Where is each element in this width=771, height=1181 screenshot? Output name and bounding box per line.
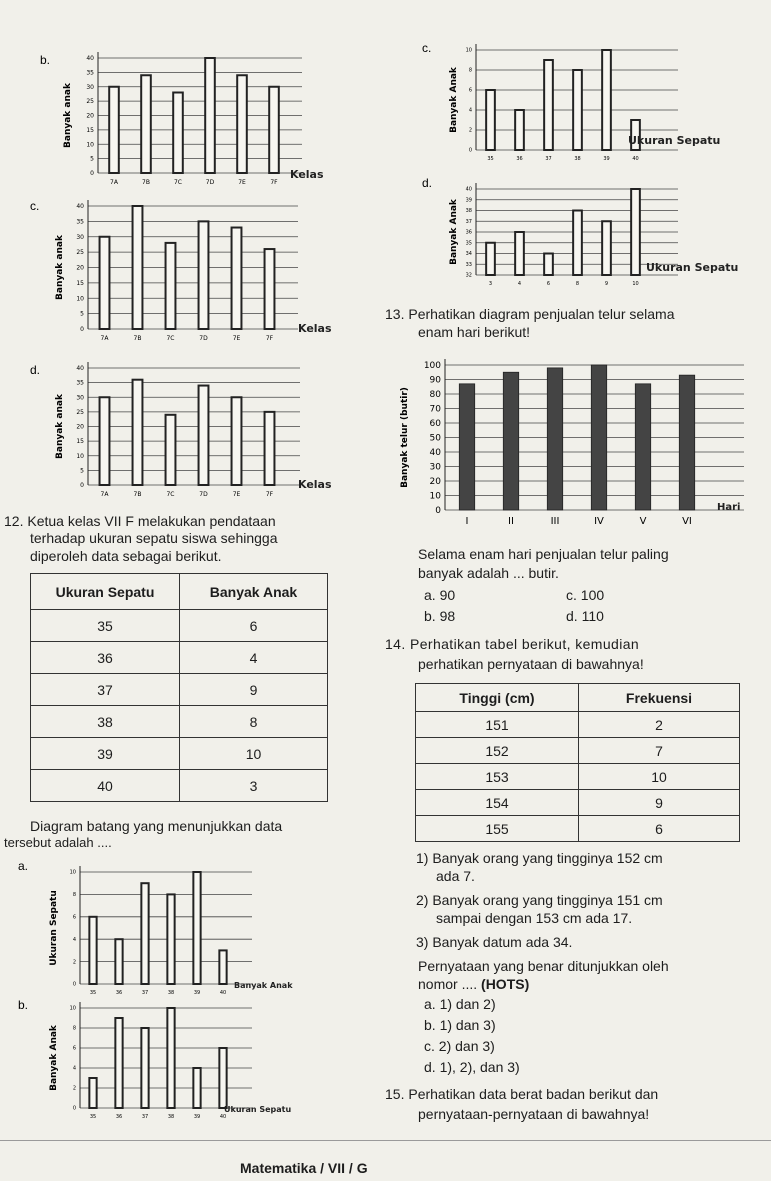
y-tick-label: 25 (86, 98, 94, 106)
bar (173, 93, 183, 174)
y-tick-label: 35 (76, 379, 84, 387)
y-tick-label: 10 (69, 869, 76, 876)
table-cell: 155 (416, 816, 579, 842)
q13-option-b[interactable]: b. 98 (424, 608, 456, 624)
bar (591, 365, 606, 510)
x-tick-label: 35 (89, 990, 97, 996)
q13-option-c[interactable]: c. 100 (566, 587, 605, 603)
x-tick-label: 7F (265, 491, 274, 498)
table-cell: 153 (416, 764, 579, 790)
q14-line-1: 14. Perhatikan tabel berikut, kemudian (385, 636, 640, 652)
y-tick-label: 2 (72, 959, 76, 966)
bar (167, 894, 174, 984)
table-cell: 151 (416, 712, 579, 738)
x-tick-label: 7C (166, 491, 175, 498)
chart-letter: d. (422, 176, 433, 190)
x-tick-label: 36 (115, 1114, 123, 1120)
y-tick-label: 6 (72, 1045, 76, 1052)
y-tick-label: 10 (69, 1005, 76, 1012)
y-tick-label: 0 (80, 482, 84, 489)
x-axis-label: Ukuran Sepatu (646, 261, 739, 274)
x-tick-label: 40 (219, 990, 227, 996)
bar (265, 249, 275, 329)
table-header: Ukuran Sepatu (31, 574, 180, 610)
x-tick-label: 39 (193, 1114, 201, 1120)
x-tick-label: 7C (166, 335, 175, 342)
bar (199, 386, 209, 485)
bar (635, 384, 650, 510)
q14-statement-3: 3) Banyak datum ada 34. (416, 934, 573, 950)
x-tick-label: VI (682, 516, 692, 527)
y-tick-label: 20 (76, 423, 84, 431)
y-axis-label: Ukuran Sepatu (49, 890, 59, 966)
y-axis-label: Banyak anak (55, 235, 65, 300)
x-tick-label: 7E (238, 179, 246, 186)
x-tick-label: 7F (270, 179, 278, 186)
y-axis-label: Banyak telur (butir) (400, 387, 410, 488)
y-tick-label: 20 (76, 264, 84, 272)
y-tick-label: 36 (465, 229, 472, 236)
bar (167, 1008, 174, 1108)
y-axis-label: Banyak Anak (449, 67, 459, 133)
y-tick-label: 40 (76, 365, 84, 372)
x-tick-label: II (508, 516, 514, 527)
q14-line-2: perhatikan pernyataan di bawahnya! (418, 656, 644, 672)
table-header: Banyak Anak (180, 574, 328, 610)
x-axis-label: Ukuran Sepatu (628, 134, 721, 147)
y-tick-label: 10 (76, 452, 84, 460)
x-tick-label: 7D (199, 491, 208, 498)
y-tick-label: 0 (80, 326, 84, 333)
bar (89, 917, 96, 984)
chart-letter: b. (40, 53, 51, 67)
y-tick-label: 35 (76, 218, 84, 226)
y-tick-label: 4 (468, 107, 472, 114)
bar (515, 232, 524, 275)
x-tick-label: 35 (89, 1114, 97, 1120)
table-cell: 7 (579, 738, 740, 764)
bar (631, 189, 640, 275)
x-tick-label: 37 (141, 1114, 149, 1120)
shoe-size-table (30, 573, 328, 802)
y-axis-label: Banyak Anak (49, 1025, 59, 1091)
x-tick-label: 6 (546, 281, 551, 287)
y-tick-label: 5 (80, 467, 84, 475)
x-axis-label: Kelas (290, 168, 324, 181)
table-cell: 152 (416, 738, 579, 764)
x-tick-label: IV (594, 516, 604, 527)
table-cell: 9 (180, 674, 328, 706)
y-tick-label: 2 (72, 1085, 76, 1092)
x-tick-label: 7A (100, 491, 109, 498)
y-tick-label: 40 (76, 203, 84, 210)
y-tick-label: 15 (86, 126, 94, 134)
x-tick-label: 38 (167, 990, 175, 996)
y-tick-label: 33 (465, 261, 472, 268)
q13-option-d[interactable]: d. 110 (566, 608, 604, 624)
x-axis-label: Banyak Anak (234, 981, 293, 990)
bar (602, 50, 611, 150)
chart-letter: c. (422, 41, 432, 55)
table-row (416, 790, 740, 816)
y-tick-label: 8 (72, 1025, 76, 1032)
x-tick-label: 7F (265, 335, 274, 342)
bar (219, 1048, 226, 1108)
bar (237, 75, 247, 173)
q14-ask-2-text: nomor .... (418, 976, 478, 992)
bar (265, 412, 275, 485)
y-tick-label: 0 (435, 506, 441, 516)
chart-left-b (40, 50, 360, 200)
table-row (416, 816, 740, 842)
table-row (31, 610, 328, 642)
x-tick-label: 38 (574, 156, 581, 162)
q14-statement-1b: ada 7. (436, 868, 475, 884)
table-cell: 36 (31, 642, 180, 674)
chart-bottom-b (18, 995, 358, 1120)
x-tick-label: 39 (193, 990, 201, 996)
bar (193, 872, 200, 984)
y-tick-label: 5 (80, 310, 84, 318)
bar (459, 384, 474, 510)
x-tick-label: 7D (205, 179, 215, 186)
y-tick-label: 38 (465, 208, 472, 215)
x-tick-label: 7A (110, 179, 118, 186)
x-tick-label: 10 (632, 281, 639, 287)
table-cell: 8 (180, 706, 328, 738)
chart-letter: a. (18, 859, 29, 873)
y-tick-label: 10 (429, 491, 441, 502)
chart-letter: b. (18, 998, 29, 1012)
y-tick-label: 90 (429, 375, 441, 386)
q14-statement-2a: 2) Banyak orang yang tingginya 151 cm (416, 892, 663, 908)
chart-letter: d. (30, 363, 41, 377)
x-tick-label: 7A (100, 335, 109, 342)
y-tick-label: 8 (72, 892, 76, 899)
q15-line-1: 15. Perhatikan data berat badan berikut dan (385, 1086, 659, 1102)
y-tick-label: 20 (86, 112, 94, 120)
table-row (31, 738, 328, 770)
x-tick-label: III (550, 516, 560, 527)
q13-option-a[interactable]: a. 90 (424, 587, 456, 603)
q14-statement-1a: 1) Banyak orang yang tingginya 152 cm (416, 850, 663, 866)
q14-statement-2b: sampai dengan 153 cm ada 17. (436, 910, 633, 926)
y-tick-label: 60 (429, 419, 441, 429)
table-row (31, 642, 328, 674)
bar (486, 243, 495, 275)
y-tick-label: 5 (90, 155, 94, 163)
x-tick-label: 36 (516, 156, 523, 162)
table-cell: 37 (31, 674, 180, 706)
table-cell: 6 (579, 816, 740, 842)
height-frequency-table (415, 683, 740, 842)
x-tick-label: 7B (133, 491, 142, 498)
y-tick-label: 37 (465, 218, 472, 225)
x-tick-label: 9 (604, 281, 609, 287)
table-cell: 9 (579, 790, 740, 816)
q13-line-1: 13. Perhatikan diagram penjualan telur selama (385, 306, 675, 322)
x-tick-label: 40 (632, 156, 639, 162)
bar (141, 75, 151, 173)
q12-intro-3: diperoleh data sebagai berikut. (30, 548, 222, 564)
x-tick-label: 7B (133, 335, 142, 342)
y-tick-label: 70 (429, 404, 441, 415)
footer-title: Matematika / VII / G (240, 1160, 368, 1176)
q14-option-c[interactable]: c. 2) dan 3) (424, 1038, 495, 1054)
q12-intro-1: 12. Ketua kelas VII F melakukan pendataan (4, 513, 276, 529)
table-cell: 2 (579, 712, 740, 738)
x-tick-label: 4 (517, 281, 522, 287)
table-cell: 3 (180, 770, 328, 802)
x-tick-label: 8 (575, 281, 580, 287)
x-tick-label: 40 (219, 1114, 227, 1120)
x-axis-label: Kelas (298, 478, 332, 491)
x-axis-label: Ukuran Sepatu (224, 1105, 292, 1114)
y-tick-label: 50 (429, 433, 441, 444)
table-cell: 10 (579, 764, 740, 790)
table-row (31, 706, 328, 738)
bar (573, 70, 582, 150)
chart-bottom-a (18, 856, 358, 996)
y-tick-label: 40 (86, 55, 94, 62)
x-tick-label: 38 (167, 1114, 175, 1120)
table-cell: 6 (180, 610, 328, 642)
bar (544, 60, 553, 150)
bar (133, 380, 143, 485)
table-row (416, 738, 740, 764)
bar (679, 375, 694, 510)
bar (115, 939, 122, 984)
table-row (416, 712, 740, 738)
bar (515, 110, 524, 150)
bar (100, 237, 110, 329)
table-header: Tinggi (cm) (416, 684, 579, 712)
q14-ask-2 (418, 976, 529, 993)
bar (133, 206, 143, 329)
y-tick-label: 30 (429, 462, 441, 473)
y-tick-label: 80 (429, 390, 441, 400)
bar (115, 1018, 122, 1108)
y-tick-label: 34 (465, 251, 472, 258)
y-tick-label: 10 (465, 47, 472, 54)
chart-right-c (420, 40, 770, 170)
q12-after-1: Diagram batang yang menunjukkan data (30, 818, 283, 834)
bar (486, 90, 495, 150)
x-tick-label: I (465, 516, 469, 527)
y-tick-label: 8 (468, 67, 472, 74)
x-tick-label: 3 (488, 281, 493, 287)
bar (544, 254, 553, 276)
bar (232, 397, 242, 485)
y-tick-label: 35 (86, 69, 94, 77)
y-tick-label: 39 (465, 197, 472, 204)
q13-question-1: Selama enam hari penjualan telur paling (418, 546, 669, 562)
y-tick-label: 10 (76, 295, 84, 303)
y-tick-label: 10 (86, 141, 94, 149)
y-tick-label: 30 (76, 233, 84, 241)
y-tick-label: 35 (465, 240, 472, 247)
y-tick-label: 25 (76, 249, 84, 257)
bar (109, 87, 119, 173)
footer-divider (0, 1140, 771, 1141)
chart-left-d (30, 360, 360, 500)
table-cell: 154 (416, 790, 579, 816)
bar (573, 211, 582, 276)
q12-after-2: tersebut adalah .... (4, 835, 112, 850)
bar (193, 1068, 200, 1108)
y-tick-label: 100 (423, 361, 441, 371)
q13-line-2: enam hari berikut! (418, 324, 531, 340)
bar (199, 221, 209, 329)
x-tick-label: 36 (115, 990, 123, 996)
table-header: Frekuensi (579, 684, 740, 712)
q14-option-a[interactable]: a. 1) dan 2) (424, 996, 496, 1012)
y-tick-label: 25 (76, 408, 84, 416)
y-tick-label: 40 (465, 186, 472, 193)
y-axis-label: Banyak Anak (449, 199, 459, 265)
table-cell: 39 (31, 738, 180, 770)
bar (503, 372, 518, 510)
x-tick-label: 7E (232, 491, 241, 498)
q13-question-2: banyak adalah ... butir. (418, 565, 559, 581)
bar (219, 950, 226, 984)
y-tick-label: 0 (72, 1105, 76, 1112)
q15-line-2: pernyataan-pernyataan di bawahnya! (418, 1106, 650, 1122)
y-tick-label: 4 (72, 936, 76, 943)
q14-option-b[interactable]: b. 1) dan 3) (424, 1017, 496, 1033)
y-tick-label: 2 (468, 127, 472, 134)
y-tick-label: 40 (429, 448, 441, 458)
y-tick-label: 6 (468, 87, 472, 94)
x-axis-label: Kelas (298, 322, 332, 335)
y-axis-label: Banyak anak (63, 83, 73, 148)
bar (166, 243, 176, 329)
table-header-row (31, 574, 328, 610)
y-tick-label: 0 (90, 170, 94, 177)
y-tick-label: 0 (72, 981, 76, 988)
q12-intro-2: terhadap ukuran sepatu siswa sehingga (30, 530, 278, 546)
x-tick-label: 7D (199, 335, 208, 342)
x-axis-label: Hari (717, 502, 741, 513)
y-tick-label: 15 (76, 279, 84, 287)
bar (166, 415, 176, 485)
table-row (31, 674, 328, 706)
bar (141, 883, 148, 984)
x-tick-label: 37 (141, 990, 149, 996)
chart-letter: c. (30, 199, 40, 213)
bar (100, 397, 110, 485)
table-header-row (416, 684, 740, 712)
bar (232, 228, 242, 329)
y-axis-label: Banyak anak (55, 394, 65, 459)
table-cell: 40 (31, 770, 180, 802)
bar (141, 1028, 148, 1108)
x-tick-label: 7C (173, 179, 183, 186)
table-cell: 10 (180, 738, 328, 770)
x-tick-label: 7B (142, 179, 150, 186)
bar (269, 87, 279, 173)
hots-badge: (HOTS) (481, 976, 530, 992)
x-tick-label: V (639, 516, 647, 527)
chart-right-d (420, 175, 770, 290)
x-tick-label: 37 (545, 156, 552, 162)
y-tick-label: 20 (429, 477, 441, 487)
table-cell: 4 (180, 642, 328, 674)
table-row (31, 770, 328, 802)
x-tick-label: 35 (487, 156, 494, 162)
y-tick-label: 6 (72, 914, 76, 921)
bar (89, 1078, 96, 1108)
q14-ask-1: Pernyataan yang benar ditunjukkan oleh (418, 958, 669, 974)
bar (602, 221, 611, 275)
q14-option-d[interactable]: d. 1), 2), dan 3) (424, 1059, 520, 1075)
y-tick-label: 32 (465, 272, 472, 279)
x-tick-label: 39 (603, 156, 610, 162)
table-row (416, 764, 740, 790)
chart-egg-sales (395, 345, 765, 540)
bar (547, 368, 562, 510)
y-tick-label: 4 (72, 1065, 76, 1072)
y-tick-label: 30 (76, 394, 84, 402)
x-tick-label: 7E (232, 335, 241, 342)
y-tick-label: 0 (468, 147, 472, 154)
bar (205, 58, 215, 173)
y-tick-label: 30 (86, 83, 94, 91)
y-tick-label: 15 (76, 438, 84, 446)
table-cell: 38 (31, 706, 180, 738)
table-cell: 35 (31, 610, 180, 642)
chart-left-c (30, 196, 360, 351)
